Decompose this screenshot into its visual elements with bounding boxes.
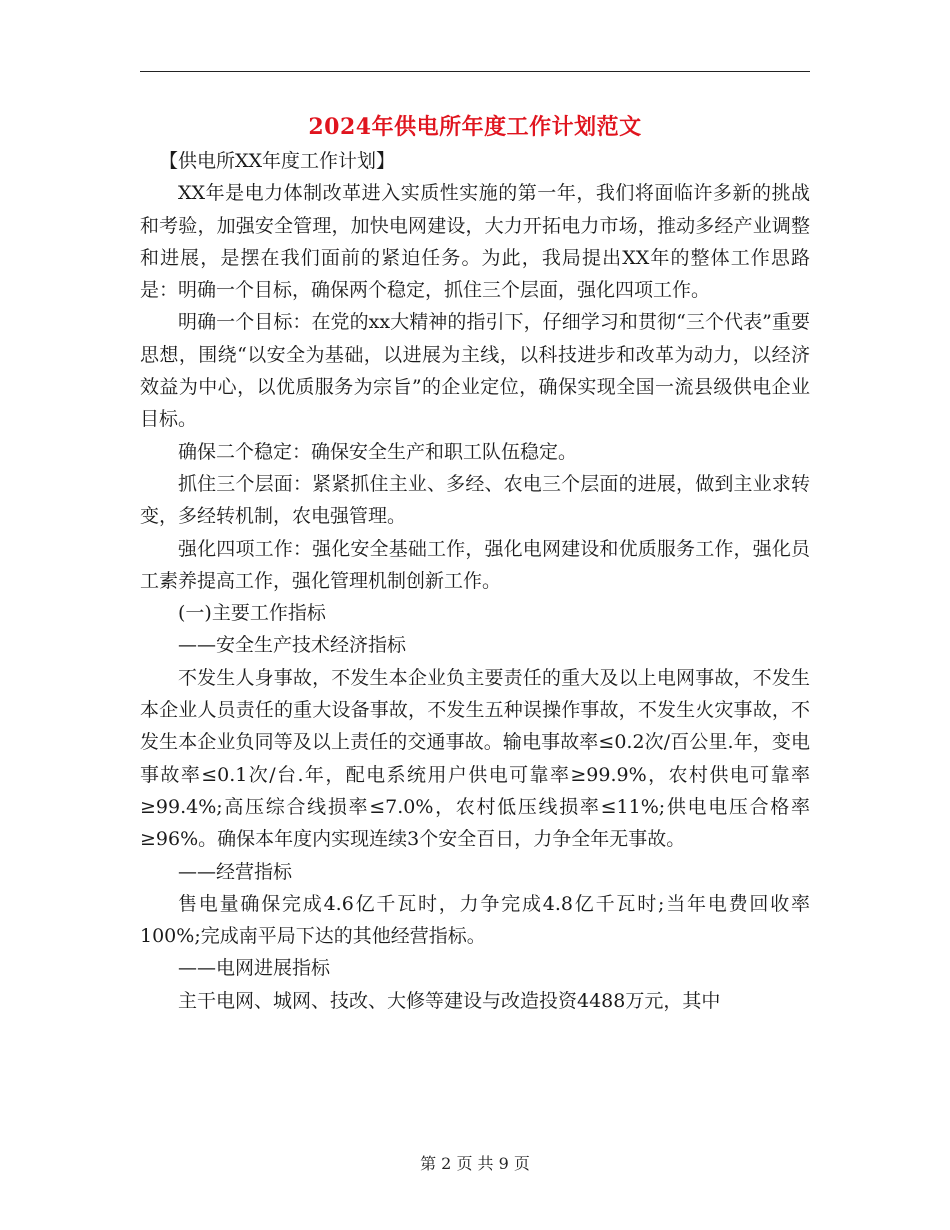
strengthen-paragraph: 强化四项工作：强化安全基础工作，强化电网建设和优质服务工作，强化员工素养提高工作，强化管理机制创新工作。	[140, 537, 810, 592]
document-body	[140, 145, 810, 1017]
goal-paragraph: 明确一个目标：在党的xx大精神的指引下，仔细学习和贯彻“三个代表”重要思想，围绕“以安全为基础，以进展为主线，以科技进步和改革为动力，以经济效益为中心，以优质服务为宗旨”的企业定位，确保实现全国一流县级供电企业目标。	[140, 311, 810, 431]
section-heading-indicators: (一)主要工作指标	[178, 602, 326, 625]
intro-paragraph: XX年是电力体制改革进入实质性实施的第一年，我们将面临许多新的挑战和考验，加强安全管理，加快电网建设，大力开拓电力市场，推动多经产业调整和进展，是摆在我们面前的紧迫任务。为此，我局提出XX年的整体工作思路是：明确一个目标，确保两个稳定，抓住三个层面，强化四项工作。	[140, 182, 810, 302]
subheading-grid: ——电网进展指标	[178, 957, 331, 980]
subheading-safety: ——安全生产技术经济指标	[178, 634, 407, 657]
stability-paragraph: 确保二个稳定：确保安全生产和职工队伍稳定。	[178, 440, 578, 463]
header-rule	[140, 71, 810, 72]
grid-paragraph: 主干电网、城网、技改、大修等建设与改造投资4488万元，其中	[178, 989, 721, 1012]
levels-paragraph: 抓住三个层面：紧紧抓住主业、多经、农电三个层面的进展，做到主业求转变，多经转机制，农电强管理。	[140, 472, 810, 528]
page-number: 第 2 页 共 9 页	[420, 1154, 530, 1173]
plan-heading: 【供电所XX年度工作计划】	[159, 150, 396, 172]
subheading-operation: ——经营指标	[178, 860, 293, 883]
safety-paragraph: 不发生人身事故，不发生本企业负主要责任的重大及以上电网事故，不发生本企业人员责任的重大设备事故，不发生五种误操作事故，不发生火灾事故，不发生本企业负同等及以上责任的交通事故。输电事故率≤0.2次/百公里.年，变电事故率≤0.1次/台.年，配电系统用户供电可靠率≥99.9%，农村供电可靠率 ≥99.4%;高压综合线损率≤7.0%，农村低压线损率≤11%;供电电压合格率≥96%。确保本年度内实现连续3个安全百日，力争全年无事故。	[140, 666, 810, 851]
operation-paragraph: 售电量确保完成4.6亿千瓦时，力争完成4.8亿千瓦时;当年电费回收率100%;完成南平局下达的其他经营指标。	[140, 892, 810, 948]
document-title: 2024年供电所年度工作计划范文	[308, 114, 642, 140]
